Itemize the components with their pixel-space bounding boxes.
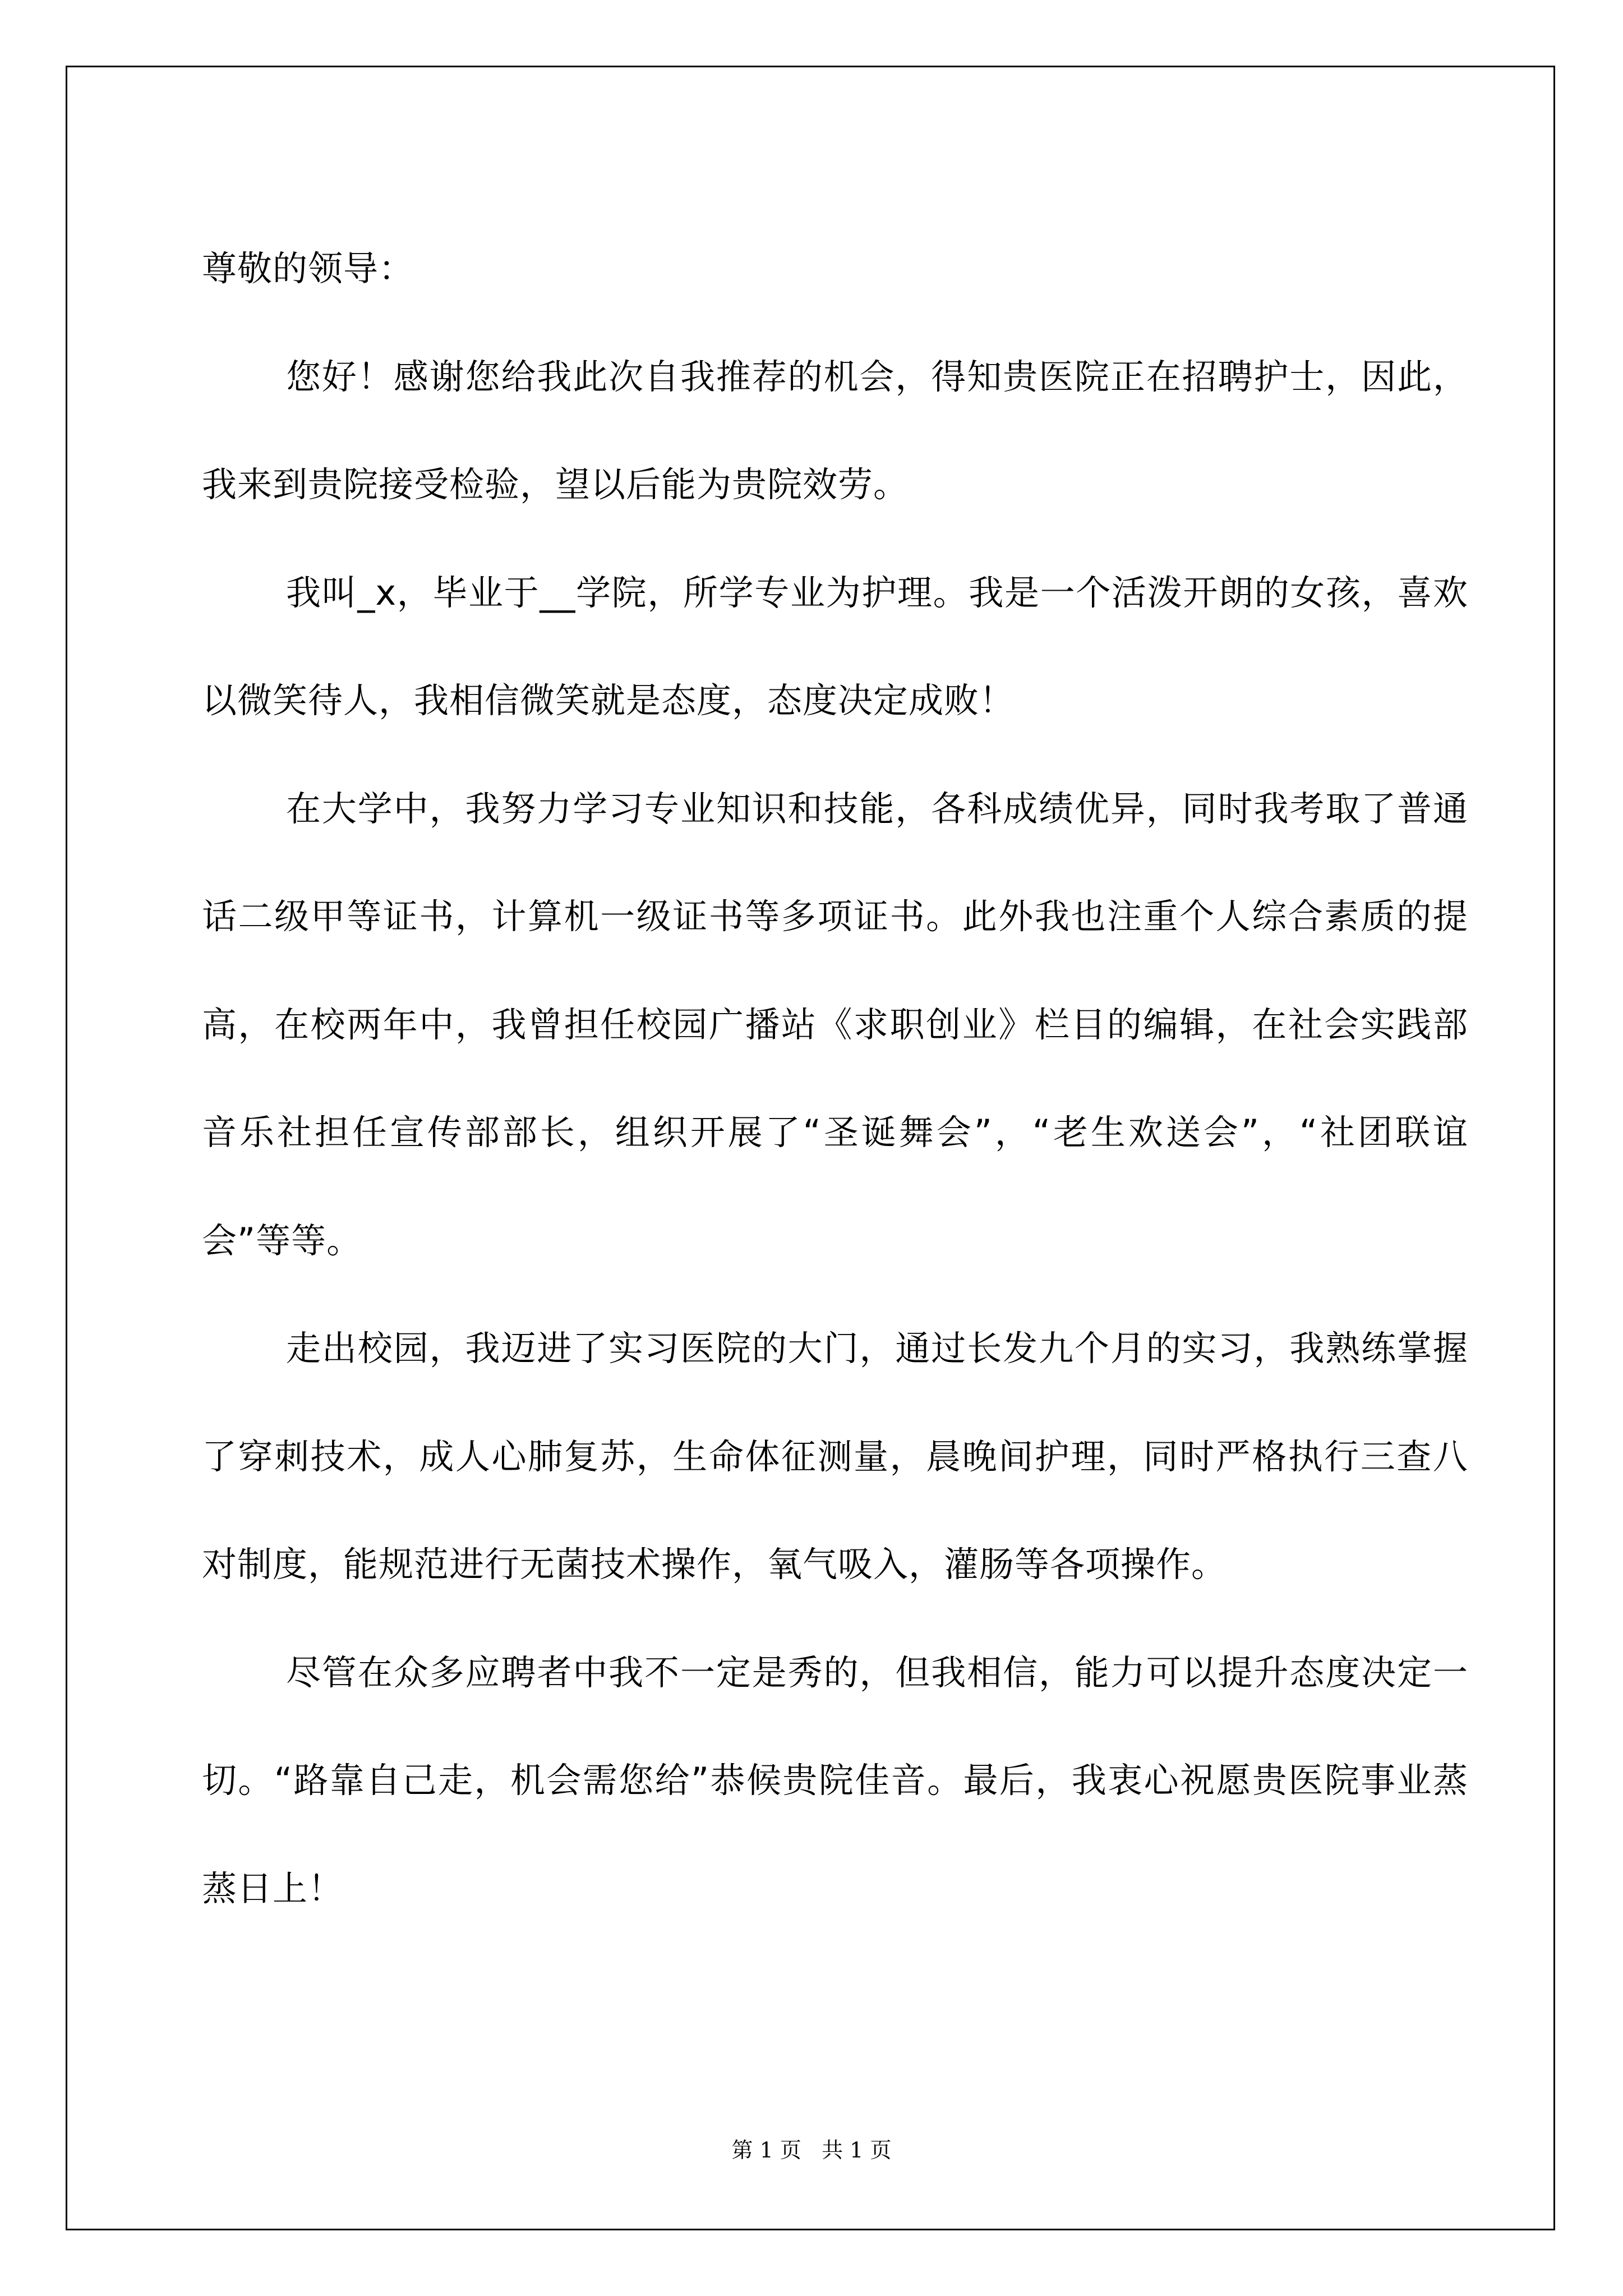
paragraph-greeting: 您好！感谢您给我此次自我推荐的机会，得知贵医院正在招聘护士，因此，我来到贵院接受检验，望以后能为贵院效劳。: [202, 356, 1468, 505]
paragraph-education: 在大学中，我努力学习专业知识和技能，各科成绩优异，同时我考取了普通话二级甲等证书，计算机一级证书等多项证书。此外我也注重个人综合素质的提高，在校两年中，我曾担任校园广播站《求职创业》栏目的编辑，在社会实践部音乐社担任宣传部部长，组织开展了“圣诞舞会”，“老生欢送会”，“社团联谊会”等等。: [202, 788, 1468, 1261]
paragraph-closing: 尽管在众多应聘者中我不一定是秀的，但我相信，能力可以提升态度决定一切。“路靠自己走，机会需您给”恭候贵院佳音。最后，我衷心祝愿贵医院事业蒸蒸日上！: [202, 1651, 1468, 1909]
letter-body: [202, 215, 1468, 1943]
paragraph-introduction: 我叫_x，毕业于__学院，所学专业为护理。我是一个活泼开朗的女孩，喜欢以微笑待人，我相信微笑就是态度，态度决定成败！: [202, 572, 1468, 721]
salutation: 尊敬的领导：: [202, 248, 414, 289]
page-number-footer: 第 1 页 共 1 页: [731, 2138, 892, 2162]
paragraph-internship: 走出校园，我迈进了实习医院的大门，通过长发九个月的实习，我熟练掌握了穿刺技术，成人心肺复苏，生命体征测量，晨晚间护理，同时严格执行三查八对制度，能规范进行无菌技术操作，氧气吸入，灌肠等各项操作。: [202, 1328, 1468, 1585]
